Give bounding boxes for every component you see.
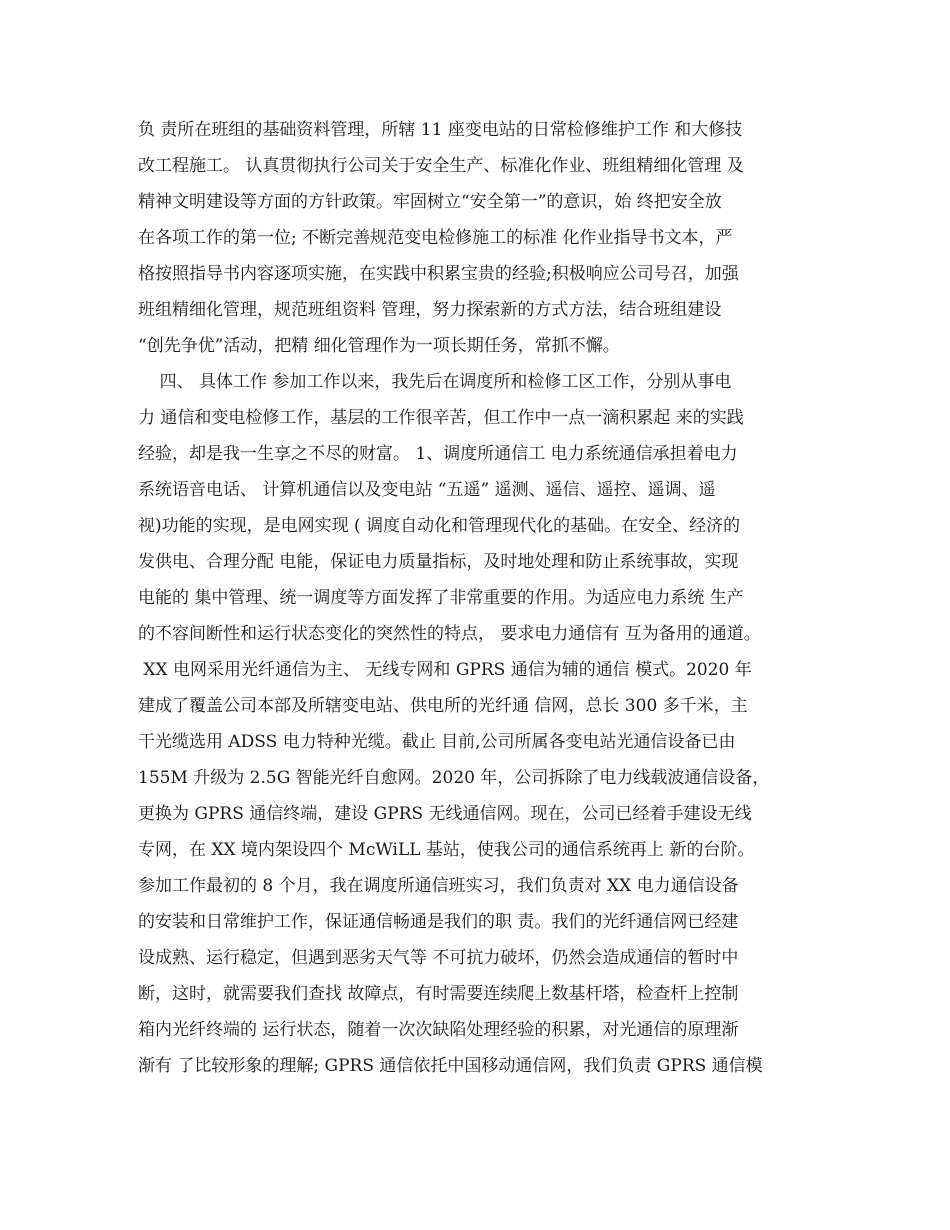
text-line: 参加工作最初的 8 个月，我在调度所通信班实习，我们负责对 XX 电力通信设备 [138, 876, 739, 896]
text-line: 系统语音电话、 计算机通信以及变电站 “五遥” 遥测、遥信、遥控、遥调、遥 [138, 480, 716, 500]
text-line: 视)功能的实现，是电网实现 ( 调度自动化和管理现代化的基础。在安全、经济的 [138, 516, 741, 536]
text-line: 电能的 集中管理、统一调度等方面发挥了非常重要的作用。为适应电力系统 生产 [138, 588, 744, 608]
text-line: 格按照指导书内容逐项实施，在实践中积累宝贵的经验;积极响应公司号召，加强 [138, 264, 739, 284]
text-line: 的安装和日常维护工作，保证通信畅通是我们的职 责。我们的光纤通信网已经建 [138, 912, 739, 932]
text-line: 155M 升级为 2.5G 智能光纤自愈网。2020 年，公司拆除了电力线载波通信设备， [138, 768, 770, 788]
text-line: 专网，在 XX 境内架设四个 McWiLL 基站，使我公司的通信系统再上 新的台阶。 [138, 840, 755, 860]
text-line: 班组精细化管理，规范班组资料 管理，努力探索新的方式方法，结合班组建设 [138, 300, 722, 320]
text-line: XX 电网采用光纤通信为主、 无线专网和 GPRS 通信为辅的通信 模式。2020 年 [138, 660, 752, 680]
text-line: 精神文明建设等方面的方针政策。牢固树立“安全第一”的意识，始 终把安全放 [138, 192, 722, 212]
text-line: 建成了覆盖公司本部及所辖变电站、供电所的光纤通 信网，总长 300 多千米，主 [138, 696, 748, 716]
text-line: 干光缆选用 ADSS 电力特种光缆。截止 目前,公司所属各变电站光通信设备已由 [138, 732, 736, 752]
text-line: 设成熟、运行稳定，但遇到恶劣天气等 不可抗力破坏，仍然会造成通信的暂时中 [138, 948, 739, 968]
text-line: 在各项工作的第一位; 不断完善规范变电检修施工的标准 化作业指导书文本，严 [138, 228, 733, 248]
text-line: 发供电、合理分配 电能，保证电力质量指标，及时地处理和防止系统事故，实现 [138, 552, 739, 572]
text-line: 更换为 GPRS 通信终端，建设 GPRS 无线通信网。现在，公司已经着手建设无线 [138, 804, 752, 824]
text-line: “创先争优”活动，把精 细化管理作为一项长期任务，常抓不懈。 [138, 336, 620, 356]
body-text [138, 112, 828, 1084]
text-line: 经验，却是我一生享之不尽的财富。 1、调度所通信工 电力系统通信承担着电力 [138, 444, 738, 464]
text-line: 四、 具体工作 参加工作以来，我先后在调度所和检修工区工作，分别从事电 [138, 372, 732, 392]
text-line: 负 责所在班组的基础资料管理，所辖 11 座变电站的日常检修维护工作 和大修技 [138, 120, 743, 140]
text-line: 渐有 了比较形象的理解; GPRS 通信依托中国移动通信网，我们负责 GPRS 通信模 [138, 1056, 763, 1076]
text-line: 断，这时，就需要我们查找 故障点，有时需要连续爬上数基杆塔，检查杆上控制 [138, 984, 739, 1004]
text-line: 的不容间断性和运行状态变化的突然性的特点， 要求电力通信有 互为备用的通道。 [138, 624, 761, 644]
text-line: 力 通信和变电检修工作，基层的工作很辛苦，但工作中一点一滴积累起 来的实践 [138, 408, 744, 428]
text-line: 箱内光纤终端的 运行状态，随着一次次缺陷处理经验的积累，对光通信的原理渐 [138, 1020, 739, 1040]
text-line: 改工程施工。 认真贯彻执行公司关于安全生产、标准化作业、班组精细化管理 及 [138, 156, 744, 176]
